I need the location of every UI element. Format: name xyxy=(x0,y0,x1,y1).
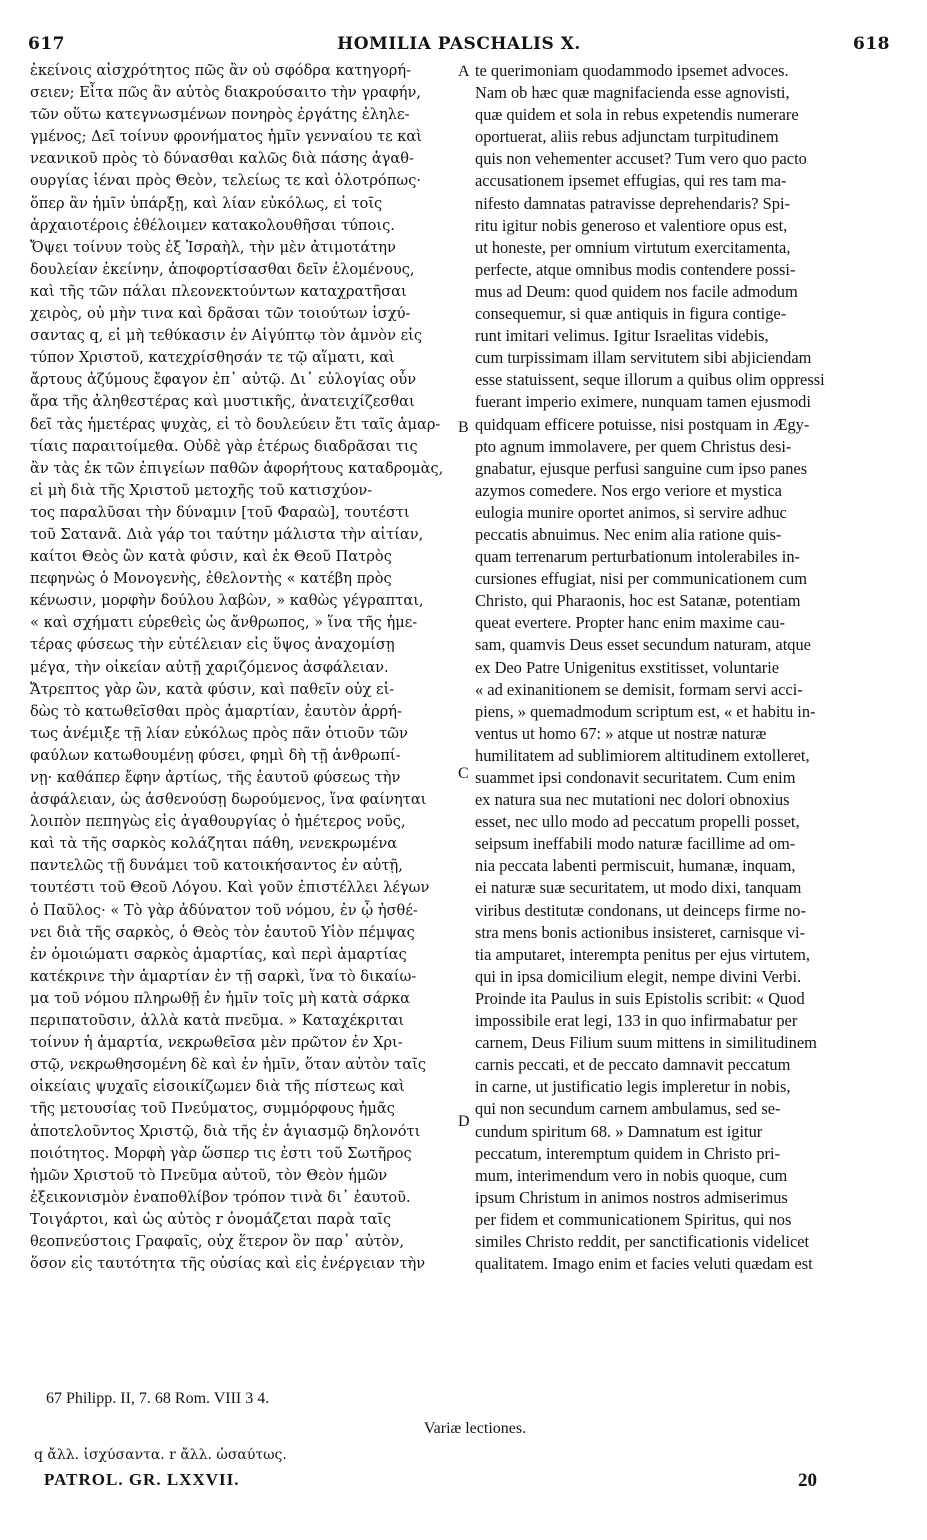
latin-text-line: quam terrenarum perturbationum intolerabiles in- xyxy=(475,547,800,567)
greek-text-line: φαύλων κατωθουμένῃ φύσει, φημὶ δὴ τῇ ἀνθρωπί- xyxy=(30,746,401,764)
latin-text-line: runt imitari velimus. Igitur Israelitas videbis, xyxy=(475,326,769,346)
greek-text-line: Τοιγάρτοι, καὶ ὡς αὐτὸς r ὀνομάζεται παρὰ ταῖς xyxy=(30,1210,392,1228)
greek-text-line: λοιπὸν πεπηγὼς εἰς ἀγαθουργίας ὁ ἡμέτερος νοῦς, xyxy=(30,813,406,831)
latin-text-line: suammet ipsi condonavit securitatem. Cum enim xyxy=(475,768,796,787)
latin-text-line: mum, interimendum vero in nobis quoque, cum xyxy=(475,1165,788,1185)
latin-text-line: Christo, qui Pharaonis, hoc est Satanæ, potentiam xyxy=(475,591,801,611)
latin-text-line: oportuerat, aliis rebus adjunctam turpitudinem xyxy=(475,127,779,147)
greek-text-line: « καὶ σχήματι εὑρεθεὶς ὡς ἄνθρωπος, » ἵνα τῆς ἡμε- xyxy=(30,614,418,632)
latin-text-line: cundum spiritum 68. » Damnatum est igitur xyxy=(475,1121,763,1141)
greek-text-line: καίτοι Θεὸς ὢν κατὰ φύσιν, καὶ ἐκ Θεοῦ Πατρὸς xyxy=(30,548,392,566)
greek-text-line: δουλείαν ἐκείνην, ἀποφορτίσασθαι δεῖν ἑλομένους, xyxy=(30,260,415,278)
greek-text-line: κατέκρινε τὴν ἁμαρτίαν ἐν τῇ σαρκὶ, ἵνα τὸ δικαίω- xyxy=(30,967,417,985)
latin-text-line: perfecte, atque omnibus modis contendere possi- xyxy=(475,259,796,279)
margin-marker-c: C xyxy=(458,765,469,782)
greek-text-line: περιπατοῦσιν, ἀλλὰ κατὰ πνεῦμα. » Καταχέκριται xyxy=(30,1012,405,1030)
variant-readings: q ἄλλ. ἰσχύσαντα. r ἄλλ. ὡσαύτως. xyxy=(34,1447,287,1463)
margin-marker-d: D xyxy=(458,1113,470,1130)
greek-text-line: νει διὰ τῆς σαρκὸς, ὁ Θεὸς τὸν ἑαυτοῦ Υἱὸν πέμψας xyxy=(30,923,415,941)
latin-text-line: per fidem et communicationem Spiritus, qui nos xyxy=(475,1209,792,1229)
greek-text-line: ὁ Παῦλος· « Τὸ γὰρ ἀδύνατον τοῦ νόμου, ἐν ᾧ ἠσθέ- xyxy=(30,901,418,919)
latin-text-line: piens, » quemadmodum scriptum est, « et habitu in- xyxy=(475,701,816,721)
greek-text-line: χειρὸς, οὐ μὴν τινα καὶ δρᾶσαι τῶν τοιούτων ἰσχύ- xyxy=(30,305,411,323)
latin-text-line: in carne, ut justificatio legis impleretur in nobis, xyxy=(475,1077,791,1097)
greek-text-line: τοίνυν ἡ ἁμαρτία, νεκρωθεῖσα μὲν πρῶτον ἐν Χρι- xyxy=(30,1034,403,1052)
latin-text-line: ipsum Christum in animos nostros admiserimus xyxy=(475,1187,788,1207)
greek-text-line: παντελῶς τῇ δυνάμει τοῦ κατοικήσαντος ἐν αὐτῇ, xyxy=(30,857,403,875)
latin-text-line: eulogia munire oportet animos, si servire adhuc xyxy=(475,502,787,522)
latin-text-line: ut honeste, per omnium virtutum exercitamenta, xyxy=(475,237,791,257)
latin-text-line: pto agnum immolavere, per quem Christus desi- xyxy=(475,436,792,456)
greek-text-line: ἄρτους ἀζύμους ἔφαγον ἐπ᾽ αὐτῷ. Δι᾽ εὐλογίας οὖν xyxy=(30,371,417,389)
page-number-right: 618 xyxy=(853,34,890,54)
greek-text-line: ὅσον εἰς ταυτότητα τῆς οὐσίας καὶ εἰς ἐνέργειαν τὴν xyxy=(30,1255,426,1273)
latin-text-line: fuerant imperio eximere, nunquam tamen ejusmodi xyxy=(475,392,811,412)
greek-text-line: πεφηνὼς ὁ Μονογενὴς, ἐθελοντὴς « κατέβη πρὸς xyxy=(30,570,392,588)
latin-text-line: te querimoniam quodammodo ipsemet advoces. xyxy=(475,61,789,80)
greek-text-line: δὼς τὸ κατωθεῖσθαι πρὸς ἁμαρτίαν, ἑαυτὸν ἀρρή- xyxy=(30,702,402,720)
latin-text-line: quis non vehementer accuset? Tum vero quo pacto xyxy=(475,149,807,169)
greek-text-line: καὶ τὰ τῆς σαρκὸς κολάζηται πάθη, νενεκρωμένα xyxy=(30,835,398,853)
greek-text-line: τοῦ Σατανᾶ. Διὰ γάρ τοι ταύτην μάλιστα τὴν αἰτίαν, xyxy=(30,525,424,543)
greek-text-line: τίαις παραιτοίμεθα. Οὐδὲ γὰρ ἑτέρως διαδρᾶσαι τις xyxy=(30,437,418,455)
greek-text-line: γμένος; Δεῖ τοίνυν φρονήματος ἡμῖν γενναίου τε καὶ xyxy=(30,128,422,146)
margin-marker-a: A xyxy=(458,63,470,80)
greek-text-line: ἂν τὰς ἐκ τῶν ἐπιγείων παθῶν ἀφορήτους καταδρομὰς, xyxy=(30,459,444,477)
latin-text-line: carnis peccati, et de peccato damnavit peccatum xyxy=(475,1055,791,1075)
greek-text-line: ποιότητος. Μορφὴ γὰρ ὥσπερ τις ἐστι τοῦ Σωτῆρος xyxy=(30,1144,412,1162)
latin-text-line: sam, quamvis Deus esset secundum naturam, atque xyxy=(475,635,811,655)
latin-text-line: Proinde ita Paulus in suis Epistolis scribit: « Quod xyxy=(475,988,805,1008)
page-header xyxy=(28,34,890,56)
greek-text-line: ἐκείνοις αἰσχρότητος πῶς ἂν οὐ σφόδρα κατηγορή- xyxy=(30,62,412,79)
greek-text-line: μέγα, τὴν οἰκείαν αὐτῇ χαριζόμενος ἀσφάλειαν. xyxy=(30,658,389,676)
latin-text-line: similes Christo reddit, per sanctificationis videlicet xyxy=(475,1231,810,1251)
latin-text-line: nia peccata labenti permiscuit, humanæ, inquam, xyxy=(475,856,796,876)
latin-text-line: qui non secundum carnem ambulamus, sed se- xyxy=(475,1099,781,1119)
latin-text-line: peccatum, interemptum quidem in Christo pri- xyxy=(475,1143,780,1163)
greek-text-line: τέρας φύσεως τὴν εὐτέλειαν εἰς ὕψος ἀναχομίσῃ xyxy=(30,636,395,654)
greek-text-line: τῆς μετουσίας τοῦ Πνεύματος, συμμόρφους ἡμᾶς xyxy=(30,1100,395,1118)
latin-text-line: ex natura sua nec mutationi nec dolori obnoxius xyxy=(475,790,790,810)
greek-text-line: κένωσιν, μορφὴν δούλου λαβὼν, » καθὼς γέγραπται, xyxy=(30,592,424,610)
greek-text-line: ἡμῶν Χριστοῦ τὸ Πνεῦμα αὐτοῦ, τὸν Θεὸν ἡμῶν xyxy=(30,1166,388,1184)
greek-text-line: Ἄτρεπτος γὰρ ὢν, κατὰ φύσιν, καὶ παθεῖν οὐχ εἰ- xyxy=(30,680,395,698)
latin-column xyxy=(475,60,893,1378)
latin-text-line: « ad exinanitionem se demisit, formam servi acci- xyxy=(475,679,803,699)
footnote-references: 67 Philipp. II, 7. 68 Rom. VIII 3 4. xyxy=(46,1390,270,1407)
latin-text-line: cum turpissimam illam servitutem sibi abjiciendam xyxy=(475,348,812,368)
latin-text-line: peccatis abnuimus. Nec enim alia ratione quis- xyxy=(475,524,782,544)
greek-text-line: ἀσφάλειαν, ὡς ἀσθενούσῃ δωρούμενος, ἵνα φαίνηται xyxy=(30,791,427,809)
latin-text-line: stra mens bonis actionibus insisteret, carnisque vi- xyxy=(475,922,806,942)
greek-text-line: εἰ μὴ διὰ τῆς Χριστοῦ μετοχῆς τοῦ κατισχύον- xyxy=(30,481,373,499)
greek-text-line: τῶν οὕτω κατεγνωσμένων πονηρὸς ἐργάτης ἐληλε- xyxy=(30,106,410,124)
latin-text-line: quidquam efficere potuisse, nisi postquam in Ægy- xyxy=(475,414,810,434)
latin-text-line: gnabatur, ejusque perfusi sanguine cum ipso panes xyxy=(475,458,808,478)
margin-marker-b: B xyxy=(458,419,469,436)
latin-text-line: consequemur, si quæ antiquis in figura contige- xyxy=(475,304,787,324)
latin-text-line: quæ quidem et sola in rebus expetendis numerare xyxy=(475,105,799,125)
latin-text-line: seipsum ineffabili modo naturæ facillime ad om- xyxy=(475,834,796,854)
greek-text-line: ἀρχαιοτέροις ἐθέλοιμεν κατακολουθῆσαι τύποις. xyxy=(30,216,395,234)
latin-text-line: mus ad Deum: quod quidem nos facile admodum xyxy=(475,281,798,301)
latin-text-line: esse statuissent, seque illorum a quibus olim oppressi xyxy=(475,370,825,390)
latin-text-line: ritu igitur nobis generoso et valentiore opus est, xyxy=(475,215,788,235)
greek-text-line: μα τοῦ νόμου πληρωθῇ ἐν ἡμῖν τοῖς μὴ κατὰ σάρκα xyxy=(30,989,411,1007)
greek-text-line: οἰκείαις ψυχαῖς εἰσοικίζωμεν διὰ τῆς πίστεως καὶ xyxy=(30,1078,405,1096)
greek-column xyxy=(30,60,457,1378)
greek-text-line: ἄρα τῆς ἀληθεστέρας καὶ μυστικῆς, ἀνατειχίζεσθαι xyxy=(30,393,415,411)
greek-text-line: τως ἀνέμιξε τῇ λίαν εὐκόλως πρὸς πᾶν ὁτιοῦν τῶν xyxy=(30,724,408,742)
latin-text-line: cursiones effugiat, nisi per communicationem cum xyxy=(475,569,807,589)
latin-text-line: qui in ipsa domicilium elegit, nempe divini Verbi. xyxy=(475,966,802,986)
greek-text-line: τος παραλῦσαι τὴν δύναμιν [τοῦ Φαραὼ], τουτέστι xyxy=(30,503,410,521)
latin-text-line: queat evertere. Propter hanc enim maxime cau- xyxy=(475,613,785,633)
latin-text-line: esset, nec ullo modo ad peccatum propelli posset, xyxy=(475,812,800,832)
greek-text-line: νεανικοῦ πρὸς τὸ δύνασθαι καλῶς διὰ πάσης ἀγαθ- xyxy=(30,150,414,168)
latin-text-line: azymos comedere. Nos ergo veriore et mystica xyxy=(475,480,782,500)
greek-text-line: τύπον Χριστοῦ, κατεχρίσθησάν τε τῷ αἵματι, καὶ xyxy=(30,349,395,367)
latin-text-line: viribus destitutæ condonans, ut deinceps firme no- xyxy=(475,900,806,920)
latin-text-line: accusationem ipsemet effugias, qui res tam ma- xyxy=(475,171,787,191)
greek-text-line: ἐν ὁμοιώματι σαρκὸς ἁμαρτίας, καὶ περὶ ἁμαρτίας xyxy=(30,945,407,963)
variae-lectiones-heading: Variæ lectiones. xyxy=(423,1420,527,1437)
latin-text-line: ventus ut homo 67: » atque ut nostræ naturæ xyxy=(475,723,767,743)
latin-text-line: ei naturæ suæ securitatem, ut modo dixi, tanquam xyxy=(475,878,802,898)
latin-text-line: humilitatem ad sublimiorem altitudinem extolleret, xyxy=(475,745,810,765)
greek-text-line: θεοπνεύστοις Γραφαῖς, οὐχ ἕτερον ὂν παρ᾽ αὐτὸν, xyxy=(30,1232,405,1250)
latin-text-line: Nam ob hæc quæ magnifacienda esse agnovisti, xyxy=(475,83,790,103)
greek-text-line: Ὄψει τοίνυν τοὺς ἐξ Ἰσραὴλ, τὴν μὲν ἀτιμοτάτην xyxy=(30,238,396,256)
greek-text-line: σειεν; Εἶτα πῶς ἂν αὐτὸς διακρούσαιτο τὴν γραφήν, xyxy=(30,84,421,102)
signature-mark: PATROL. GR. LXXVII. xyxy=(44,1470,240,1489)
greek-text-line: ἀποτελοῦντος Χριστῷ, διὰ τῆς ἐν ἁγιασμῷ δηλονότι xyxy=(30,1122,421,1140)
greek-text-line: ουργίας ἰέναι πρὸς Θεὸν, τελείως τε καὶ ὁλοτρόπως· xyxy=(30,172,422,190)
running-title: HOMILIA PASCHALIS X. xyxy=(337,34,581,54)
greek-text-line: ἐξεικονισμὸν ἐναποθλίβον τρόπον τινὰ δι᾽ ἑαυτοῦ. xyxy=(30,1188,411,1206)
latin-text-line: tia amputaret, interempta penitus per ejus virtutem, xyxy=(475,944,810,964)
latin-text-line: impossibile erat legi, 133 in quo infirmabatur per xyxy=(475,1011,798,1031)
greek-text-line: στῷ, νεκρωθησομένη δὲ καὶ ἐν ἡμῖν, ὅταν αὐτὸν ταῖς xyxy=(30,1056,427,1074)
greek-text-line: σαντας q, εἰ μὴ τεθύκασιν ἐν Αἰγύπτῳ τὸν ἀμνὸν εἰς xyxy=(30,327,423,345)
greek-text-line: καὶ τῆς τῶν πάλαι πλεονεκτούντων καταχρατῆσαι xyxy=(30,282,407,300)
latin-text-line: ex Deo Patre Unigenitus exstitisset, voluntarie xyxy=(475,657,780,677)
greek-text-line: τουτέστι τοῦ Θεοῦ Λόγου. Καὶ γοῦν ἐπιστέλλει λέγων xyxy=(30,879,430,897)
latin-text-line: carnem, Deus Filium suum mittens in similitudinem xyxy=(475,1033,817,1053)
latin-text-line: nifesto damnatas patravisse deprehendaris? Spi- xyxy=(475,193,790,213)
greek-text-line: νῃ· καθάπερ ἔφην ἀρτίως, τῆς ἑαυτοῦ φύσεως τὴν xyxy=(30,769,401,786)
sheet-number: 20 xyxy=(798,1470,817,1491)
greek-text-line: δεῖ τὰς ἡμετέρας ψυχὰς, εἰ τὸ δουλεύειν ἔτι ταῖς ἁμαρ- xyxy=(30,415,441,433)
page-number-left: 617 xyxy=(28,34,65,54)
latin-text-line: qualitatem. Imago enim et facies veluti quædam est xyxy=(475,1254,813,1274)
greek-text-line: ὅπερ ἂν ἡμῖν ὑπάρξῃ, καὶ λίαν εὐκόλως, εἰ τοῖς xyxy=(30,194,383,212)
